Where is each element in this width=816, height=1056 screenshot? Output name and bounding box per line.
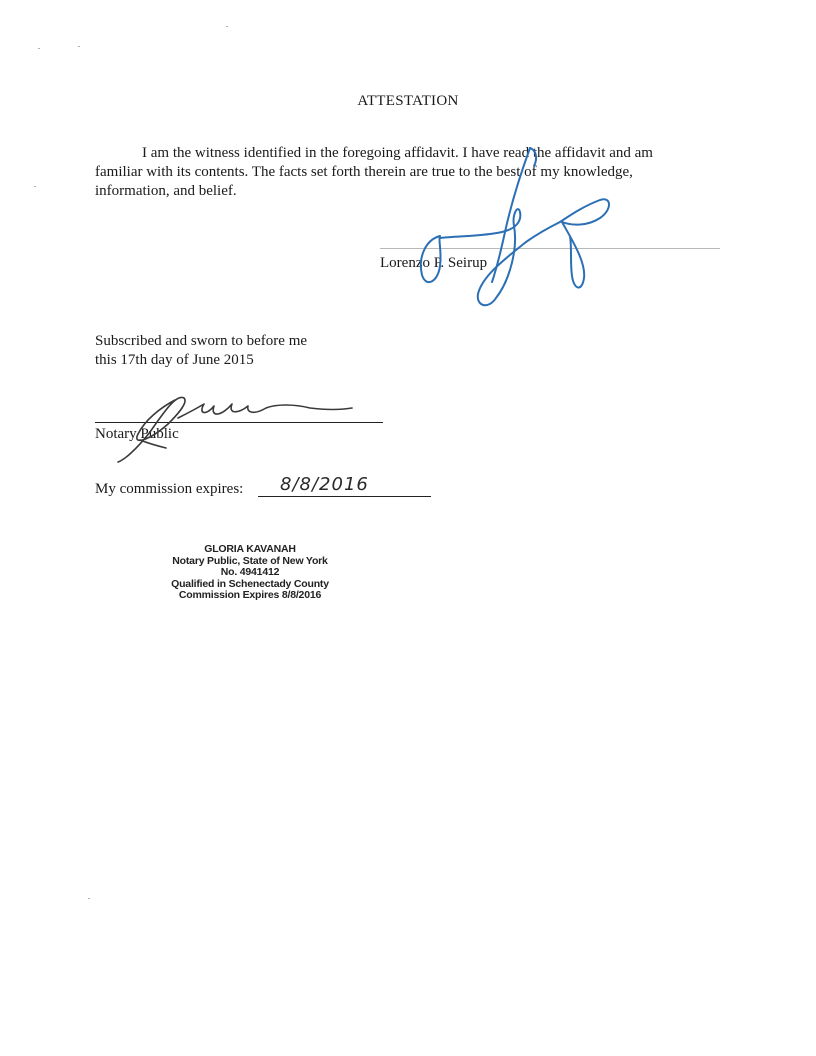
- stamp-line-4: Qualified in Schenectady County: [171, 577, 329, 590]
- stamp-line-1: GLORIA KAVANAH: [204, 543, 296, 555]
- notary-stamp: [130, 544, 370, 602]
- document-title: ATTESTATION: [357, 93, 459, 109]
- jurat-line-1: Subscribed and sworn to before me: [95, 333, 308, 349]
- stamp-line-5: Commission Expires 8/8/2016: [178, 589, 322, 601]
- stamp-line-3: No. 4941412: [220, 566, 280, 578]
- witness-signature-line: [380, 248, 720, 249]
- jurat-line-2: this 17th day of June 2015: [95, 352, 254, 368]
- attestation-paragraph: [95, 144, 705, 201]
- stamp-line-2: Notary Public, State of New York: [172, 554, 328, 567]
- notary-signature-line: [95, 422, 383, 423]
- paragraph-line-1: I am the witness identified in the foregoing affidavit. I have read the affidavit and am: [142, 145, 653, 161]
- paragraph-line-2: familiar with its contents. The facts set forth therein are true to the best of my knowledge,: [95, 164, 633, 180]
- commission-date-line: [258, 496, 431, 497]
- witness-name: Lorenzo P. Seirup: [380, 255, 488, 271]
- commission-label: My commission expires:: [95, 481, 244, 497]
- jurat-text: [95, 332, 307, 370]
- commission-date-handwritten: 8/8/2016: [280, 474, 369, 495]
- paragraph-line-3: information, and belief.: [95, 183, 237, 199]
- notary-public-label: Notary Public: [95, 426, 179, 442]
